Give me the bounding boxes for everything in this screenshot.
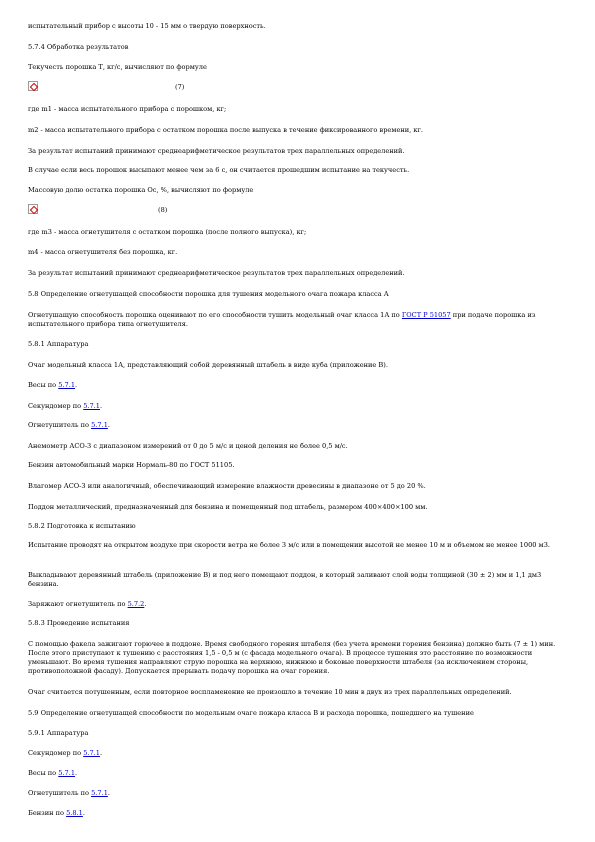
text-span: Заряжают огнетушитель по (28, 600, 128, 608)
text-span: Огнетушитель по (28, 789, 92, 797)
section-heading: 5.8.2 Подготовка к испытанию (28, 522, 136, 530)
section-link[interactable]: 5.7.1 (91, 789, 108, 797)
text-line: Очаг считается потушенным, если повторное воспламенение не произошло в течение 10 мин в двух из трех параллельных определений. (28, 688, 512, 696)
section-link[interactable]: 5.7.1 (58, 769, 76, 777)
text-line: Массовую долю остатка порошка Ос, %, вычисляют по формуле (28, 186, 254, 194)
text-span: при подаче порошка из испытательного прибора типа огнетушителя. (28, 311, 536, 328)
text-line: Поддон металлический, предназначенный для бензина и помещенный под штабель, размером 400×400×100 мм. (28, 503, 428, 511)
broken-image-icon (28, 204, 38, 214)
text-line: Анемометр АСО-3 с диапазоном измерений от 0 до 5 м/с и ценой деления не более 0,5 м/с. (28, 442, 348, 450)
paragraph: Выкладывают деревянный штабель (приложение В) и под него помещают поддон, в который заливают слой воды толщиной (30 ± 2) мм и 1,1 дм3 бензина. (28, 571, 542, 588)
section-heading: 5.9 Определение огнетушащей способности по модельным очаге пожара класса В и расхода порошка, пошедшего на тушение (28, 709, 474, 717)
section-link[interactable]: 5.7.1 (83, 402, 100, 410)
text-span: Огнетушащую способность порошка оценивают по его способности тушить модельный очаг класса 1А по (28, 311, 402, 319)
section-heading: 5.8.1 Аппаратура (28, 340, 89, 348)
text-span: Огнетушитель по (28, 421, 92, 429)
text-span: . (75, 769, 78, 777)
paragraph: Испытание проводят на открытом воздухе при скорости ветра не более 3 м/с или в помещении высотой не менее 10 м и объемом не менее 1000 м3. (28, 541, 550, 549)
section-link[interactable]: 5.7.1 (58, 381, 76, 389)
text-line (28, 421, 110, 430)
section-heading: 5.7.4 Обработка результатов (28, 43, 129, 51)
text-span: . (99, 749, 103, 757)
text-line: За результат испытаний принимают среднеарифметическое результатов трех параллельных определений. (28, 147, 405, 155)
text-span: Секундомер по (28, 402, 84, 410)
text-span: . (75, 381, 78, 389)
section-link[interactable]: 5.7.1 (91, 421, 108, 429)
formula-number: (8) (158, 206, 168, 214)
text-span: Бензин по (28, 809, 67, 817)
section-heading: 5.8.3 Проведение испытания (28, 619, 130, 627)
section-link[interactable]: 5.7.1 (83, 749, 100, 757)
text-line (28, 600, 146, 609)
paragraph (28, 311, 566, 329)
gost-link[interactable]: ГОСТ Р 51057 (401, 311, 451, 319)
text-line: где m3 - масса огнетушителя с остатком порошка (после полного выпуска), кг; (28, 228, 307, 236)
text-span: . (144, 600, 147, 608)
text-line: За результат испытаний принимают среднеарифметическое результатов трех параллельных определений. (28, 269, 405, 277)
text-line (28, 749, 102, 758)
text-line: Влагомер АСО-3 или аналогичный, обеспечивающий измерение влажности древесины в диапазоне от 5 до 20 %. (28, 482, 426, 490)
text-line: Бензин автомобильный марки Нормаль-80 по ГОСТ 51105. (28, 461, 235, 469)
text-line: Текучесть порошка Т, кг/с, вычисляют по формуле (28, 63, 207, 71)
text-span: Секундомер по (28, 749, 84, 757)
section-link[interactable]: 5.7.2 (127, 600, 145, 608)
section-link[interactable]: 5.8.1 (66, 809, 83, 817)
text-span: . (99, 402, 103, 410)
text-line (28, 381, 77, 390)
text-line (28, 809, 85, 818)
text-line: где m1 - масса испытательного прибора с порошком, кг; (28, 105, 227, 113)
text-line: m4 - масса огнетушителя без порошка, кг. (28, 248, 178, 256)
formula-number: (7) (175, 83, 185, 91)
text-line (28, 769, 77, 778)
text-line (28, 402, 102, 411)
section-heading: 5.9.1 Аппаратура (28, 729, 89, 737)
text-line: испытательный прибор с высоты 10 - 15 мм о твердую поверхность. (28, 22, 266, 30)
text-line (28, 789, 110, 798)
text-span: Весы по (28, 769, 59, 777)
text-span: . (107, 789, 110, 797)
text-line: В случае если весь порошок высыпают менее чем за 6 с, он считается прошедшим испытание на текучесть. (28, 166, 410, 174)
paragraph: С помощью факела зажигают горючее в поддоне. Время свободного горения штабеля (без учета времени горения бензина) должно быть (7 ± 1) мин. После этого приступают к тушению с расстояния 1,5 - 0,5 м (с фасада модельного очага). В процессе тушения это расстояние по возможности уменьшают. Во время тушения направляют струю порошка на верхнюю, нижнюю и боковые поверхности штабеля (за исключением стороны, противоположной фасаду). Допускается прерывать подачу порошка на очаг горения. (28, 640, 556, 675)
broken-image-icon (28, 81, 38, 91)
section-heading: 5.8 Определение огнетушащей способности порошка для тушения модельного очага пожара класса А (28, 290, 389, 298)
text-line: Очаг модельный класса 1А, представляющий собой деревянный штабель в виде куба (приложение В). (28, 361, 388, 369)
text-span: Весы по (28, 381, 59, 389)
text-line: m2 - масса испытательного прибора с остатком порошка после выпуска в течение фиксированного времени, кг. (28, 126, 424, 134)
text-span: . (107, 421, 110, 429)
text-span: . (82, 809, 85, 817)
